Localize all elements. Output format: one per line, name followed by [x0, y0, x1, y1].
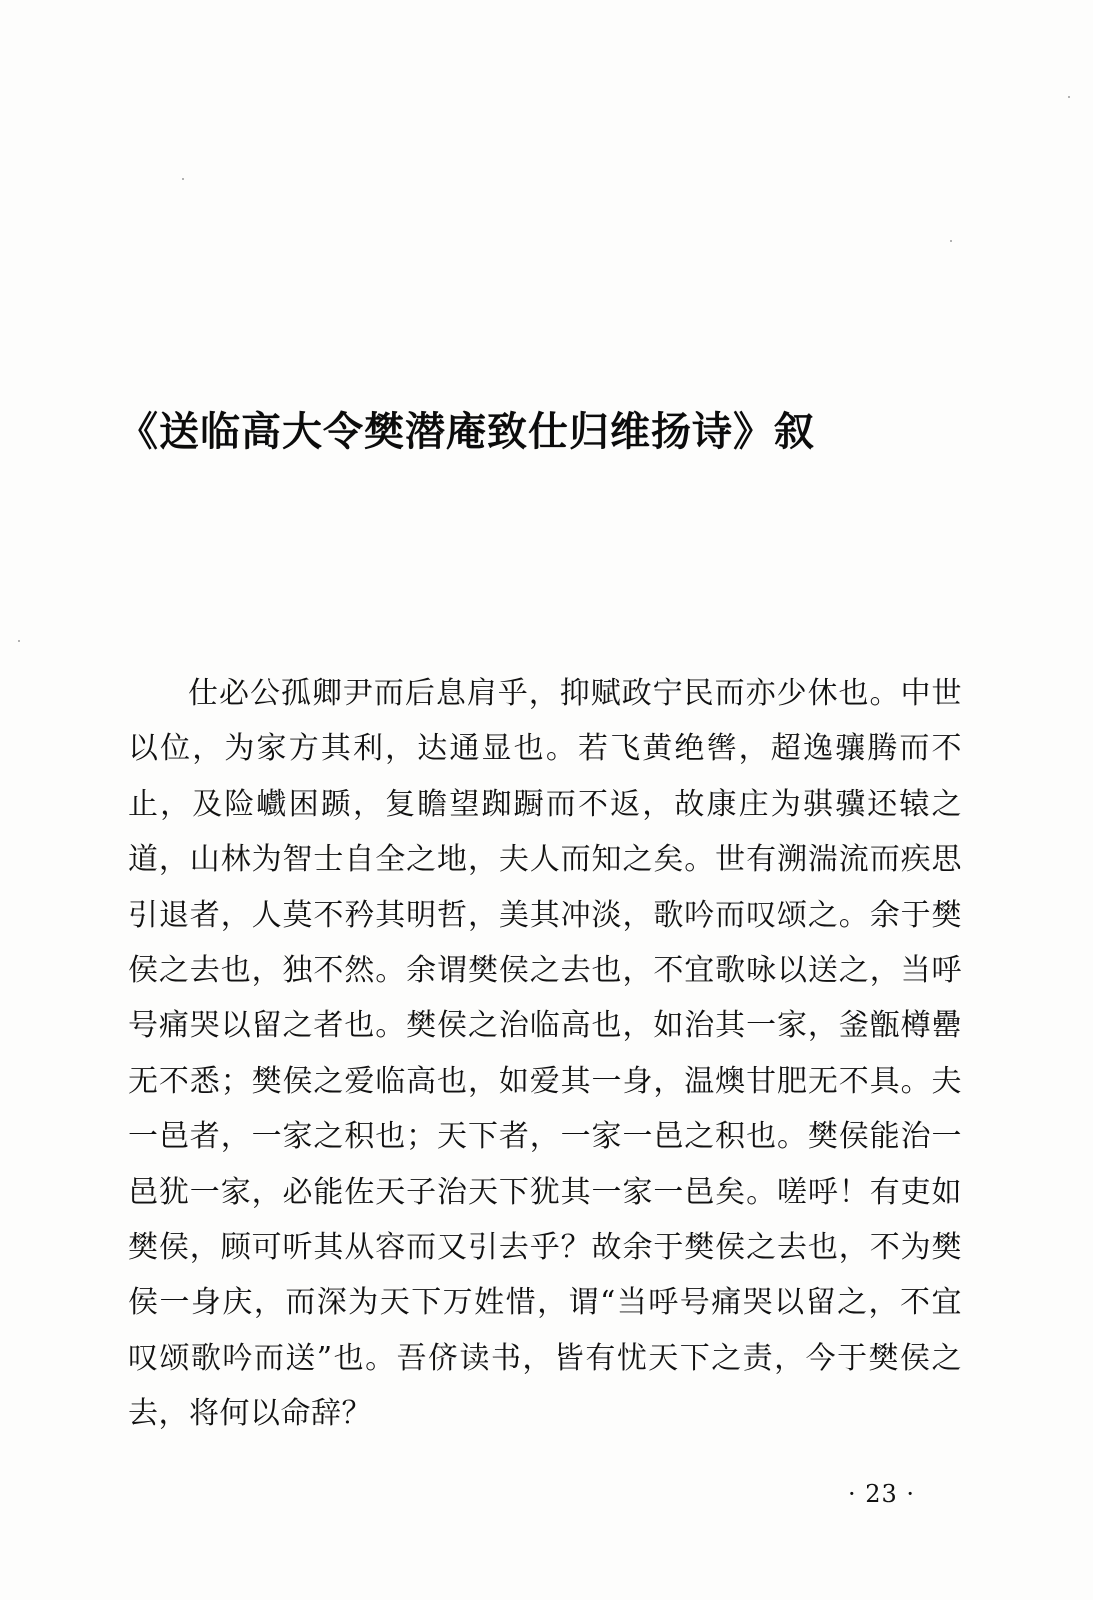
- scan-speck: [1068, 96, 1070, 98]
- scan-speck: [950, 240, 952, 242]
- scan-speck: [18, 640, 20, 642]
- page-number: · 23 ·: [848, 1480, 916, 1508]
- body-paragraph: 仕必公孤卿尹而后息肩乎，抑赋政宁民而亦少休也。中世以位，为家方其利，达通显也。若飞黄绝辔，超逸骧腾而不止，及险巇困踬，复瞻望踟蹰而不返，故康庄为骐骥还辕之道，山林为智士自全之地，夫人而知之矣。世有溯湍流而疾思引退者，人莫不矜其明哲，美其冲淡，歌吟而叹颂之。余于樊侯之去也，独不然。余谓樊侯之去也，不宜歌咏以送之，当呼号痛哭以留之者也。樊侯之治临高也，如治其一家，釜甑樽罍无不悉；樊侯之爱临高也，如爱其一身，温燠甘肥无不具。夫一邑者，一家之积也；天下者，一家一邑之积也。樊侯能治一邑犹一家，必能佐天子治天下犹其一家一邑矣。嗟呼！有吏如樊侯，顾可听其从容而又引去乎？故余于樊侯之去也，不为樊侯一身庆，而深为天下万姓惜，谓“当呼号痛哭以留之，不宜叹颂歌吟而送”也。吾侪读书，皆有忧天下之责，今于樊侯之去，将何以命辞？: [128, 676, 962, 1432]
- document-title: 《送临高大令樊潜庵致仕归维扬诗》叙: [118, 408, 815, 455]
- scan-speck: [182, 178, 184, 180]
